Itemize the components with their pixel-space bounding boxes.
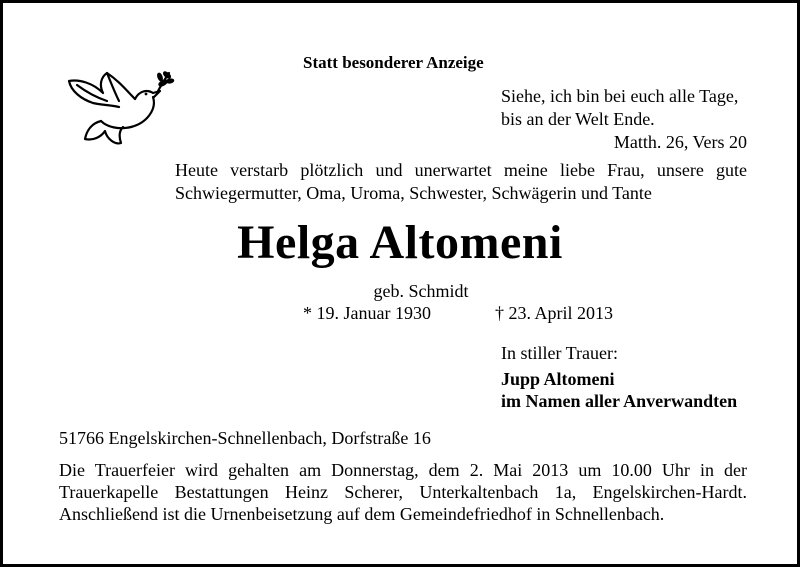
deceased-name: Helga Altomeni	[237, 216, 563, 269]
mourner-names	[501, 368, 737, 412]
service-details	[59, 459, 747, 525]
verse-line: Siehe, ich bin bei euch alle Tage,	[501, 86, 739, 106]
service-line: Anschließend ist die Urnenbeisetzung auf dem Gemeindefriedhof in Schnellenbach.	[59, 504, 665, 524]
service-line: Die Trauerfeier wird gehalten am Donnerstag, dem 2. Mai 2013 um 10.00 Uhr in der	[59, 460, 747, 480]
bible-verse	[501, 85, 747, 154]
service-line: Trauerkapelle Bestattungen Heinz Scherer, Unterkaltenbach 1a, Engelskirchen-Hardt.	[59, 482, 747, 502]
dove-with-olive-branch-icon	[57, 61, 175, 151]
intro-text	[175, 159, 747, 205]
mourning-label: In stiller Trauer:	[501, 343, 618, 363]
intro-line: Schwiegermutter, Oma, Uroma, Schwester, Schwägerin und Tante	[175, 183, 652, 203]
verse-line: bis an der Welt Ende.	[501, 109, 655, 129]
address: 51766 Engelskirchen-Schnellenbach, Dorfstraße 16	[59, 428, 431, 448]
notice-header: Statt besonderer Anzeige	[303, 53, 484, 72]
mourner-name: Jupp Altomeni	[501, 369, 615, 389]
mourner-name: im Namen aller Anverwandten	[501, 391, 738, 411]
birth-date: * 19. Januar 1930	[303, 303, 431, 323]
death-date: † 23. April 2013	[495, 303, 614, 323]
verse-reference: Matth. 26, Vers 20	[613, 132, 747, 152]
maiden-name: geb. Schmidt	[373, 281, 469, 301]
intro-line: Heute verstarb plötzlich und unerwartet meine liebe Frau, unsere gute	[175, 160, 747, 180]
